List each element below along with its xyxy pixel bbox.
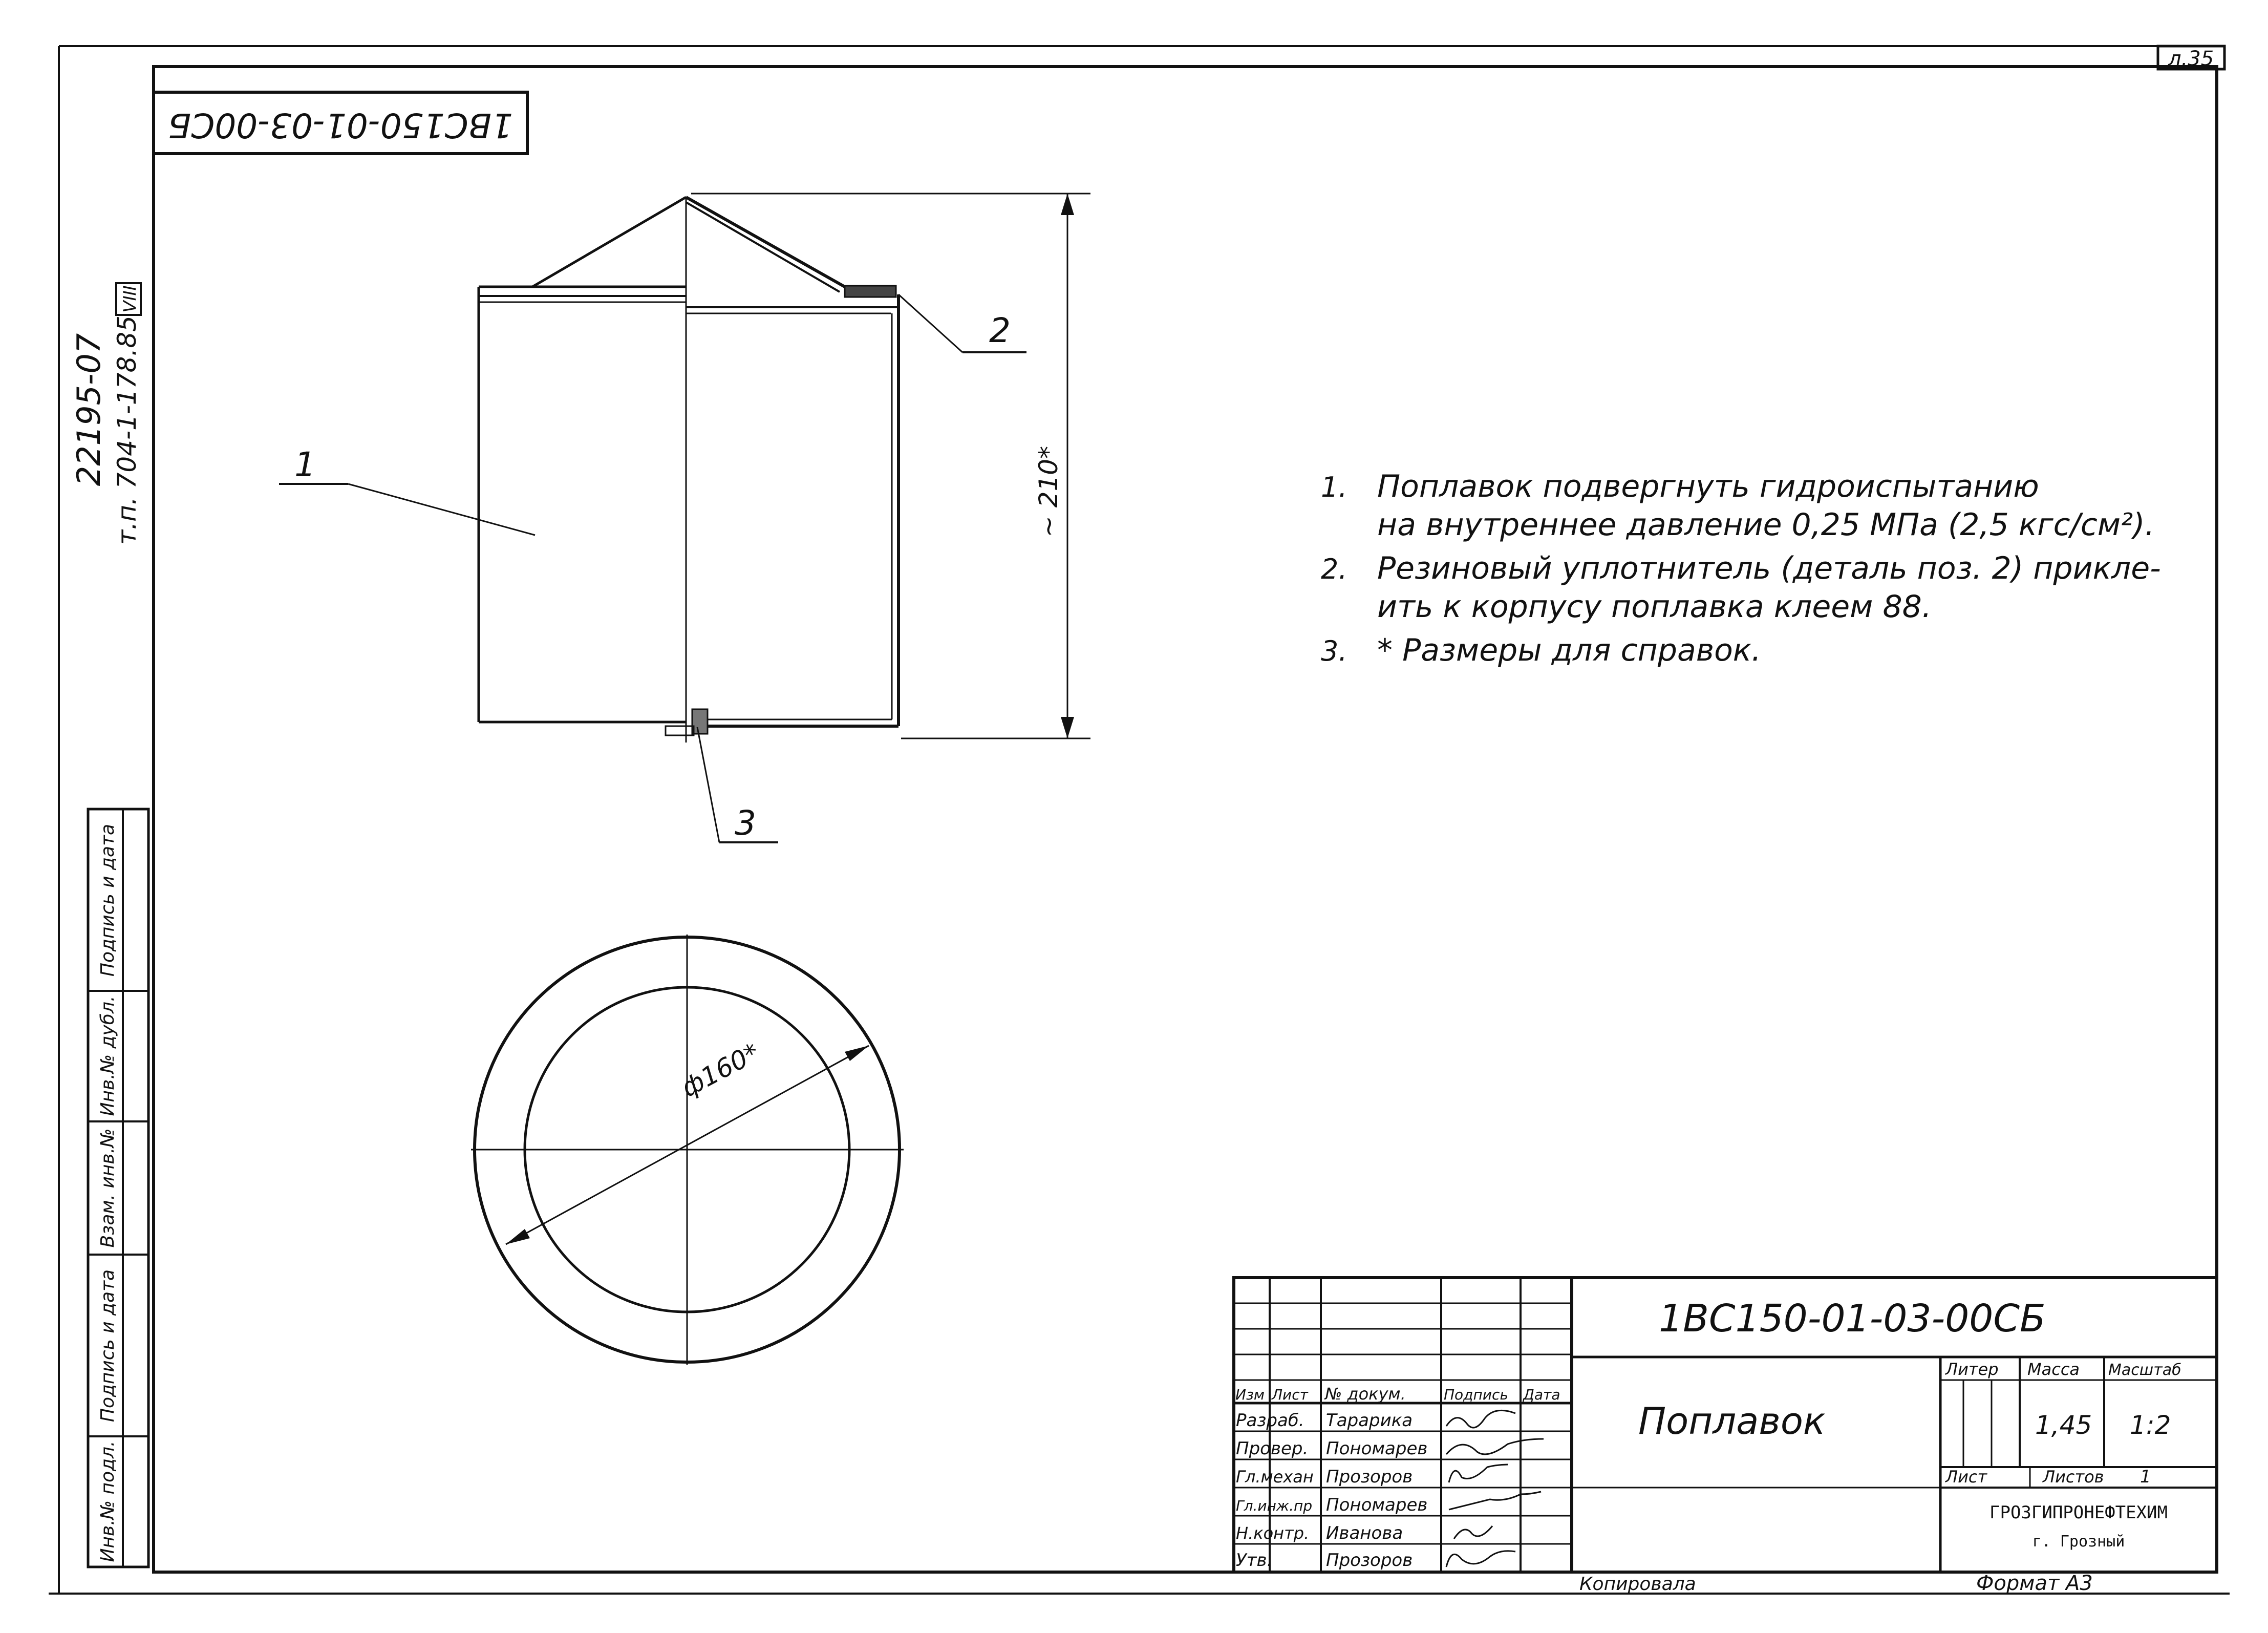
note-2-line2: ить к корпусу поплавка клеем 88.	[1377, 589, 1932, 625]
name-5: Прозоров	[1326, 1550, 1413, 1571]
role-1: Провер.	[1236, 1438, 1309, 1459]
note-3-line1: * Размеры для справок.	[1377, 632, 1762, 668]
sheets-value: 1	[2140, 1467, 2151, 1487]
name-3: Пономарев	[1326, 1495, 1428, 1515]
name-4: Иванова	[1326, 1523, 1403, 1543]
header-izm: Изм	[1235, 1386, 1265, 1403]
note-1-num: 1.	[1321, 471, 1347, 503]
side-stamp-line1: 22195-07	[70, 333, 108, 486]
role-5: Утв.	[1236, 1550, 1273, 1571]
name-2: Прозоров	[1326, 1467, 1413, 1487]
footer-copied: Копировала	[1579, 1574, 1696, 1595]
role-4: Н.контр.	[1236, 1523, 1310, 1543]
mirrored-doc-code: 1ВС150-01-03-00СБ	[167, 105, 513, 145]
side-stamp-volume: VIII	[120, 285, 140, 313]
float-top-view	[471, 935, 904, 1365]
side-stamp-line2: т.п. 704-1-178.85	[112, 315, 142, 545]
note-3-num: 3.	[1321, 635, 1347, 667]
mass-value: 1,45	[2035, 1410, 2092, 1440]
name-1: Пономарев	[1326, 1438, 1428, 1459]
role-2: Гл.механ	[1236, 1467, 1314, 1487]
org-name: ГРОЗГИПРОНЕФТЕХИМ	[1989, 1502, 2168, 1523]
litera-label: Литер	[1945, 1360, 1999, 1379]
left-col-sign-date-1: Подпись и дата	[97, 1269, 118, 1423]
header-date: Дата	[1523, 1386, 1560, 1403]
note-2-line1: Резиновый уплотнитель (деталь поз. 2) прикле-	[1377, 550, 2161, 586]
title-doc-code: 1ВС150-01-03-00СБ	[1659, 1297, 2046, 1341]
mass-label: Масса	[2027, 1360, 2080, 1379]
callout-3-label: 3	[735, 803, 756, 843]
sheet-label: Лист	[1945, 1467, 1987, 1487]
title-item-name: Поплавок	[1638, 1399, 1826, 1443]
callout-1-label: 1	[294, 445, 316, 484]
name-0: Тарарика	[1326, 1410, 1413, 1431]
left-col-inv-podl: Инв.№ подл.	[97, 1440, 118, 1562]
left-col-inv-dubl: Инв.№ дубл.	[97, 995, 118, 1116]
header-list: Лист	[1272, 1386, 1308, 1403]
footer-format: Формат А3	[1976, 1572, 2093, 1595]
callout-2-label: 2	[989, 311, 1011, 350]
note-1-line2: на внутреннее давление 0,25 МПа (2,5 кгс/см²).	[1377, 507, 2155, 543]
header-doc-no: № докум.	[1325, 1384, 1406, 1404]
org-city: г. Грозный	[2032, 1533, 2125, 1551]
diameter-dimension-label: ф160*	[676, 1037, 764, 1103]
role-0: Разраб.	[1236, 1410, 1304, 1431]
header-signature: Подпись	[1444, 1386, 1508, 1403]
left-col-sign-date-2: Подпись и дата	[97, 823, 118, 977]
sheet-number: л.35	[2168, 47, 2214, 71]
sheets-label: Листов	[2043, 1467, 2104, 1487]
note-1-line1: Поплавок подвергнуть гидроиспытанию	[1377, 469, 2039, 504]
note-2-num: 2.	[1321, 553, 1347, 585]
scale-label: Масштаб	[2108, 1361, 2181, 1379]
scale-value: 1:2	[2130, 1410, 2171, 1440]
height-dimension-label: ~ 210*	[1034, 446, 1063, 538]
left-col-vzam-inv: Взам. инв.№	[97, 1128, 118, 1248]
role-3: Гл.инж.пр	[1236, 1497, 1313, 1514]
